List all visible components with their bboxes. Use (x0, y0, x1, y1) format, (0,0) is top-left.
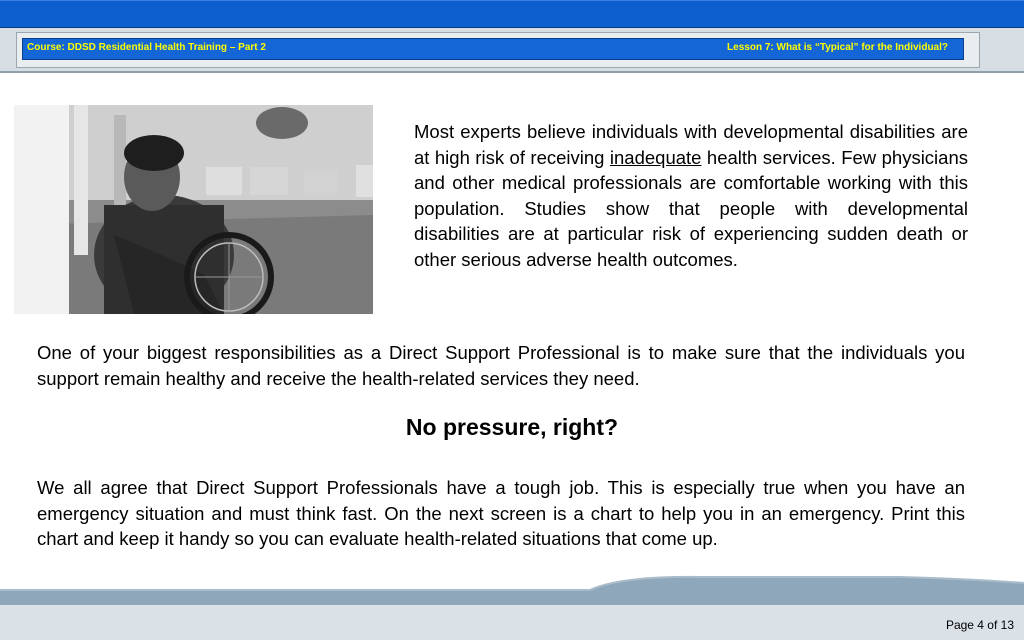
footer-bar (0, 605, 1024, 640)
header-divider (0, 71, 1024, 73)
lesson-title: Lesson 7: What is “Typical” for the Individual? (727, 42, 948, 53)
page-number: Page 4 of 13 (945, 618, 1014, 632)
intro-text-end: health services. Few physicians and other medical professionals are comfortable working with this population. Studies show that people with developmental disabilities are at particular risk of experiencing sudden death or other serious adverse health outcomes. (414, 146, 968, 270)
section-heading: No pressure, right? (405, 414, 619, 440)
responsibility-paragraph: One of your biggest responsibilities as a Direct Support Professional is to make sure that the individuals you support remain healthy and receive the health-related services they need. (37, 342, 965, 389)
inadequate-emphasis: inadequate (609, 146, 702, 168)
emergency-paragraph: We all agree that Direct Support Professionals have a tough job. This is especially true when you have an emergency situation and must think fast. On the next screen is a chart to help you in an emergency. Print this chart and keep it handy so you can evaluate health-related situations that come up. (37, 477, 965, 549)
top-title-bar (0, 0, 1024, 28)
course-title: Course: DDSD Residential Health Training – Part 2 (27, 42, 266, 53)
wheelchair-user-photo (14, 105, 373, 314)
intro-text-start: Most experts believe individuals with developmental disabilities are at high risk of receiving (414, 121, 968, 168)
intro-paragraph (414, 119, 968, 272)
